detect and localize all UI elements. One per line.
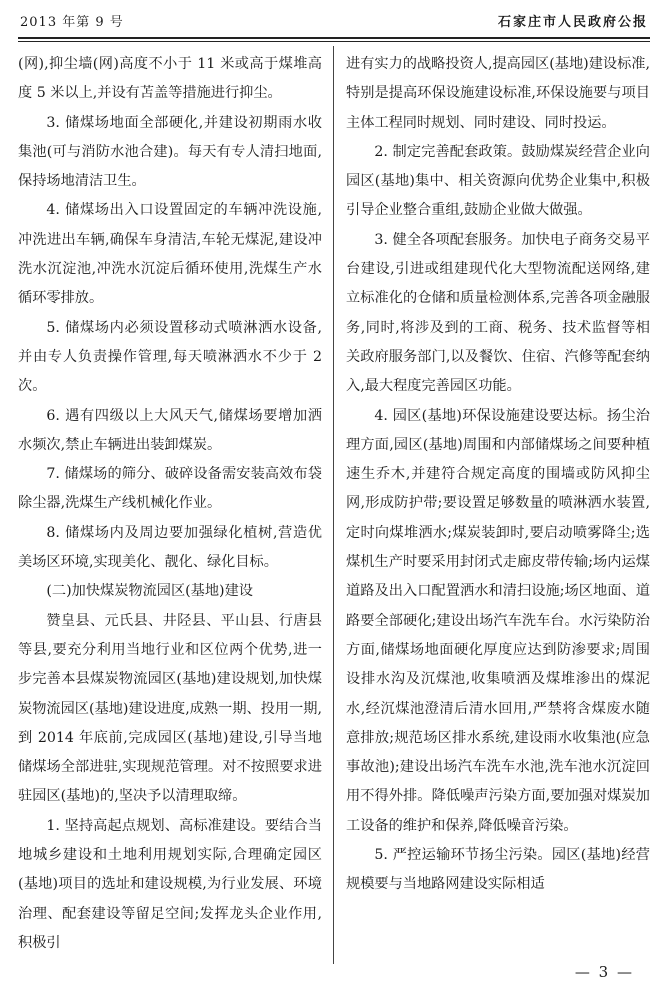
section-heading: (二)加快煤炭物流园区(基地)建设 xyxy=(46,583,253,600)
paragraph: 6. 遇有四级以上大风天气,储煤场要增加洒水频次,禁止车辆进出装卸煤炭。 xyxy=(18,407,322,453)
paragraph: 3. 健全各项配套服务。加快电子商务交易平台建设,引进或组建现代化大型物流配送网络,建立标准化的仓储和质量检测体系,完善各项金融服务,同时,将涉及到的工商、税务、技术监督等相关政府服务部门,以及餐饮、住宿、汽修等配套纳入,最大程度完善园区功能。 xyxy=(346,231,650,395)
publication-title: 石家庄市人民政府公报 xyxy=(497,15,648,30)
issue-label: 2013 年第 9 号 xyxy=(20,15,124,30)
page-number: — 3 — xyxy=(574,963,634,981)
paragraph: 3. 储煤场地面全部硬化,并建设初期雨水收集池(可与消防水池合建)。每天有专人清扫地面,保持场地清洁卫生。 xyxy=(18,114,322,190)
right-column xyxy=(346,50,650,900)
header-rule-thin xyxy=(18,41,650,42)
paragraph: 8. 储煤场内及周边要加强绿化植树,营造优美场区环境,实现美化、靓化、绿化目标。 xyxy=(18,524,322,571)
paragraph: 5. 严控运输环节扬尘污染。园区(基地)经营规模要与当地路网建设实际相适 xyxy=(346,847,650,893)
paragraph: 进有实力的战略投资人,提高园区(基地)建设标准,特别是提高环保设施建设标准,环保设施要与项目主体工程同时规划、同时建设、同时投运。 xyxy=(346,56,650,131)
left-column xyxy=(18,50,322,958)
paragraph: 4. 储煤场出入口设置固定的车辆冲洗设施,冲洗进出车辆,确保车身清洁,车轮无煤泥,建设冲洗水沉淀池,冲洗水沉淀后循环使用,洗煤生产水循环零排放。 xyxy=(18,202,322,307)
paragraph: 1. 坚持高起点规划、高标准建设。要结合当地城乡建设和土地利用规划实际,合理确定园区(基地)项目的选址和建设规模,为行业发展、环境治理、配套建设等留足空间;发挥龙头企业作用,积极引 xyxy=(18,817,322,951)
column-divider xyxy=(333,46,334,964)
paragraph: 4. 园区(基地)环保设施建设要达标。扬尘治理方面,园区(基地)周围和内部储煤场之间要种植速生乔木,并建符合规定高度的围墙或防风抑尘网,形成防护带;要设置足够数量的喷淋洒水装置,定时向煤堆洒水;煤炭装卸时,要启动喷雾降尘;选煤机生产时要采用封闭式走廊皮带传输;场内运煤道路及出入口配置洒水和清扫设施;场区地面、道路要全部硬化;建设出场汽车洗车台。水污染防治方面,储煤场地面硬化厚度应达到防渗要求;周围设排水沟及沉煤池,收集喷洒及煤堆渗出的煤泥水,经沉煤池澄清后清水回用,严禁将含煤废水随意排放;规范场区排水系统,建设雨水收集池(应急事故池);建设出场汽车洗车水池,洗车池水沉淀回用不得外排。降低噪声污染方面,要加强对煤炭加工设备的维护和保养,降低噪音污染。 xyxy=(346,407,650,834)
paragraph: 赞皇县、元氏县、井陉县、平山县、行唐县等县,要充分利用当地行业和区位两个优势,进一步完善本县煤炭物流园区(基地)建设规划,加快煤炭物流园区(基地)建设进度,成熟一期、投用一期,到 2014 年底前,完成园区(基地)建设,引导当地储煤场全部进驻,实现规范管理。对不按照要求进驻园区(基地)的,坚决予以清理取缔。 xyxy=(18,612,322,805)
paragraph: 2. 制定完善配套政策。鼓励煤炭经营企业向园区(基地)集中、相关资源向优势企业集中,积极引导企业整合重组,鼓励企业做大做强。 xyxy=(346,143,650,219)
paragraph: 5. 储煤场内必须设置移动式喷淋洒水设备,并由专人负责操作管理,每天喷淋洒水不少于 2 次。 xyxy=(18,319,322,395)
header-rule xyxy=(18,37,650,39)
paragraph: 7. 储煤场的筛分、破碎设备需安装高效布袋除尘器,洗煤生产线机械化作业。 xyxy=(18,466,322,512)
paragraph: (网),抑尘墙(网)高度不小于 11 米或高于煤堆高度 5 米以上,并设有苫盖等措施进行抑尘。 xyxy=(18,56,322,102)
